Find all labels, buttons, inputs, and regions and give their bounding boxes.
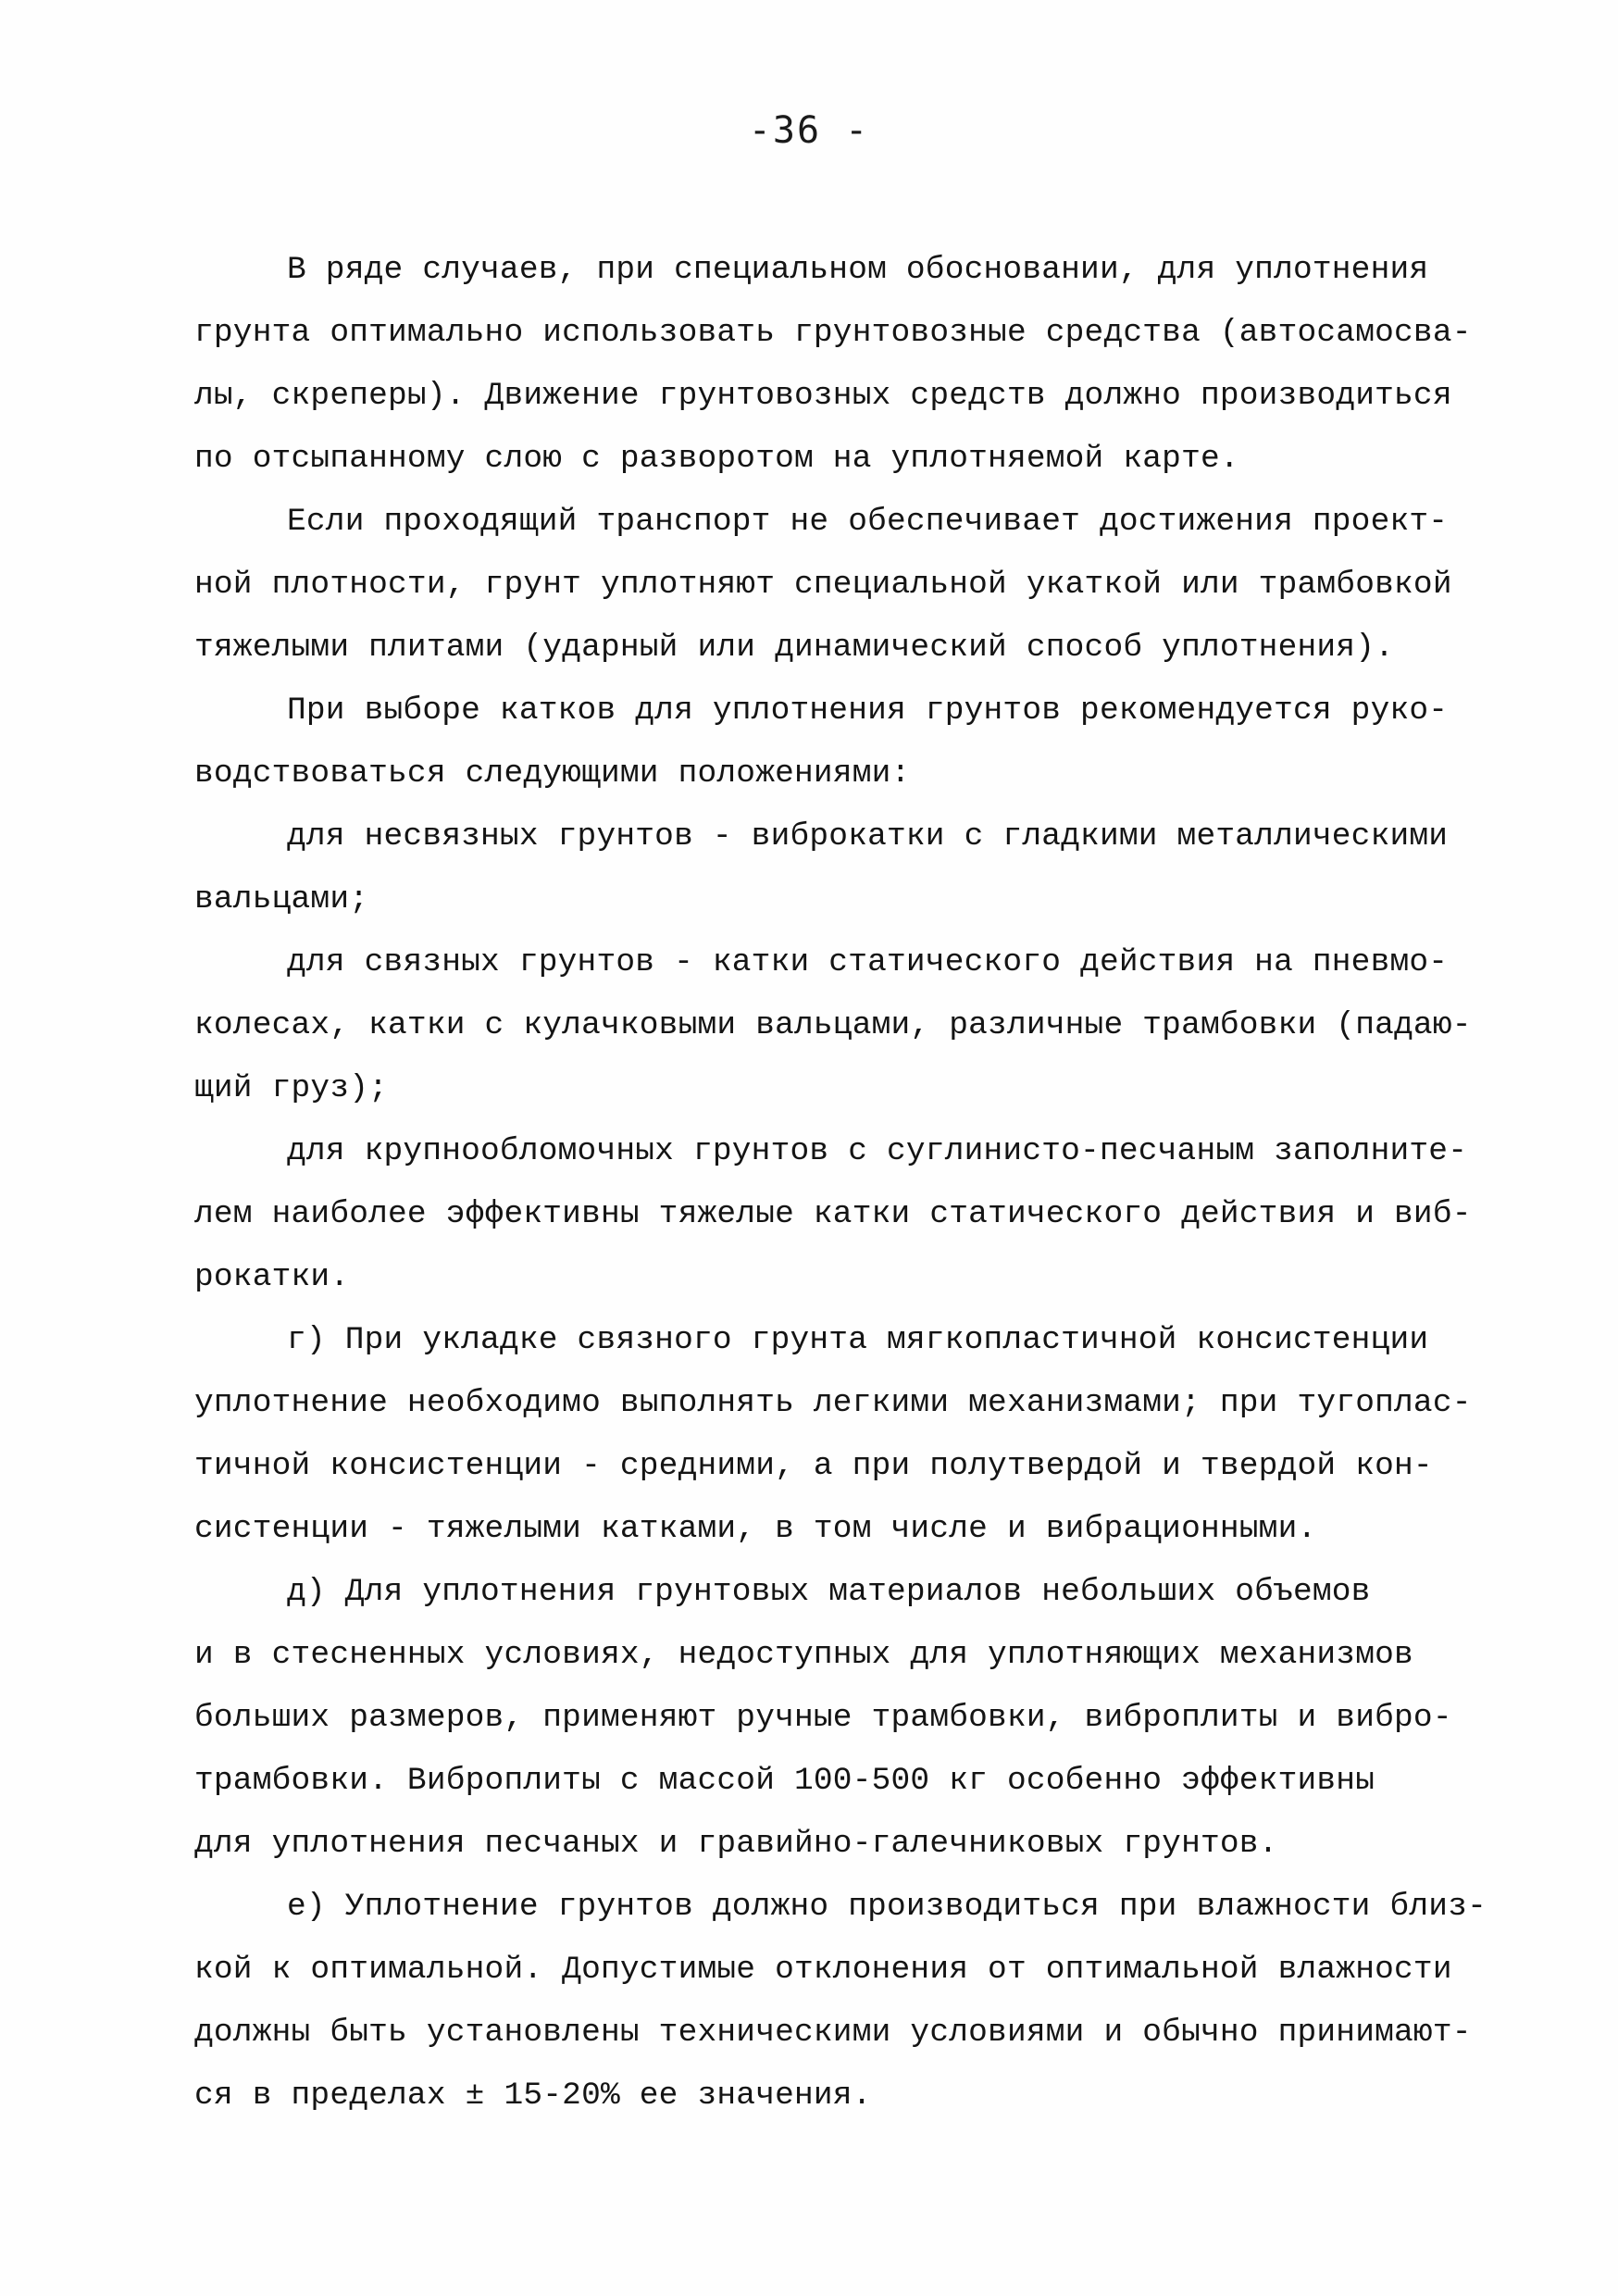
text-line: ной плотности, грунт уплотняют специальной укаткой или трамбовкой: [194, 567, 1452, 603]
text-line: по отсыпанному слою с разворотом на уплотняемой карте.: [194, 441, 1239, 477]
text-line: д) Для уплотнения грунтовых материалов небольших объемов: [287, 1574, 1371, 1610]
text-line: больших размеров, применяют ручные трамбовки, виброплиты и вибро-: [194, 1700, 1452, 1736]
text-line: Если проходящий транспорт не обеспечивает достижения проект-: [287, 504, 1449, 540]
text-line: При выборе катков для уплотнения грунтов рекомендуется руко-: [287, 693, 1449, 729]
text-line: должны быть установлены техническими условиями и обычно принимают-: [194, 2015, 1472, 2051]
text-line: уплотнение необходимо выполнять легкими механизмами; при тугоплас-: [194, 1385, 1472, 1421]
text-line: г) При укладке связного грунта мягкопластичной консистенции: [287, 1322, 1429, 1358]
text-line: колесах, катки с кулачковыми вальцами, различные трамбовки (падаю-: [194, 1007, 1472, 1043]
text-line: лем наиболее эффективны тяжелые катки статического действия и виб-: [194, 1196, 1472, 1232]
text-line: ся в пределах ± 15-20% ее значения.: [194, 2078, 872, 2114]
text-line: вальцами;: [194, 881, 369, 917]
text-line: рокатки.: [194, 1259, 350, 1295]
text-line: кой к оптимальной. Допустимые отклонения от оптимальной влажности: [194, 1952, 1452, 1988]
text-line: водствоваться следующими положениями:: [194, 755, 911, 792]
text-line: тяжелыми плитами (ударный или динамический способ уплотнения).: [194, 630, 1395, 666]
text-line: лы, скреперы). Движение грунтовозных средств должно производиться: [194, 378, 1452, 414]
document-body: [194, 239, 1487, 2128]
text-line: систенции - тяжелыми катками, в том числе и вибрационными.: [194, 1511, 1317, 1547]
text-line: для уплотнения песчаных и гравийно-галечниковых грунтов.: [194, 1826, 1278, 1862]
text-line: щий груз);: [194, 1070, 389, 1106]
text-line: грунта оптимально использовать грунтовозные средства (автосамосва-: [194, 315, 1472, 351]
text-line: и в стесненных условиях, недоступных для уплотняющих механизмов: [194, 1637, 1413, 1673]
text-line: тичной консистенции - средними, а при полутвердой и твердой кон-: [194, 1448, 1433, 1484]
text-line: В ряде случаев, при специальном обосновании, для уплотнения: [287, 252, 1429, 288]
text-line: е) Уплотнение грунтов должно производиться при влажности близ-: [287, 1889, 1487, 1925]
text-line: для связных грунтов - катки статического действия на пневмо-: [287, 944, 1449, 980]
text-line: для несвязных грунтов - виброкатки с гладкими металлическими: [287, 818, 1449, 855]
text-line: трамбовки. Виброплиты с массой 100-500 кг особенно эффективны: [194, 1763, 1375, 1799]
text-line: для крупнообломочных грунтов с суглинисто-песчаным заполните-: [287, 1133, 1468, 1169]
page-number: -36 -: [748, 109, 870, 152]
